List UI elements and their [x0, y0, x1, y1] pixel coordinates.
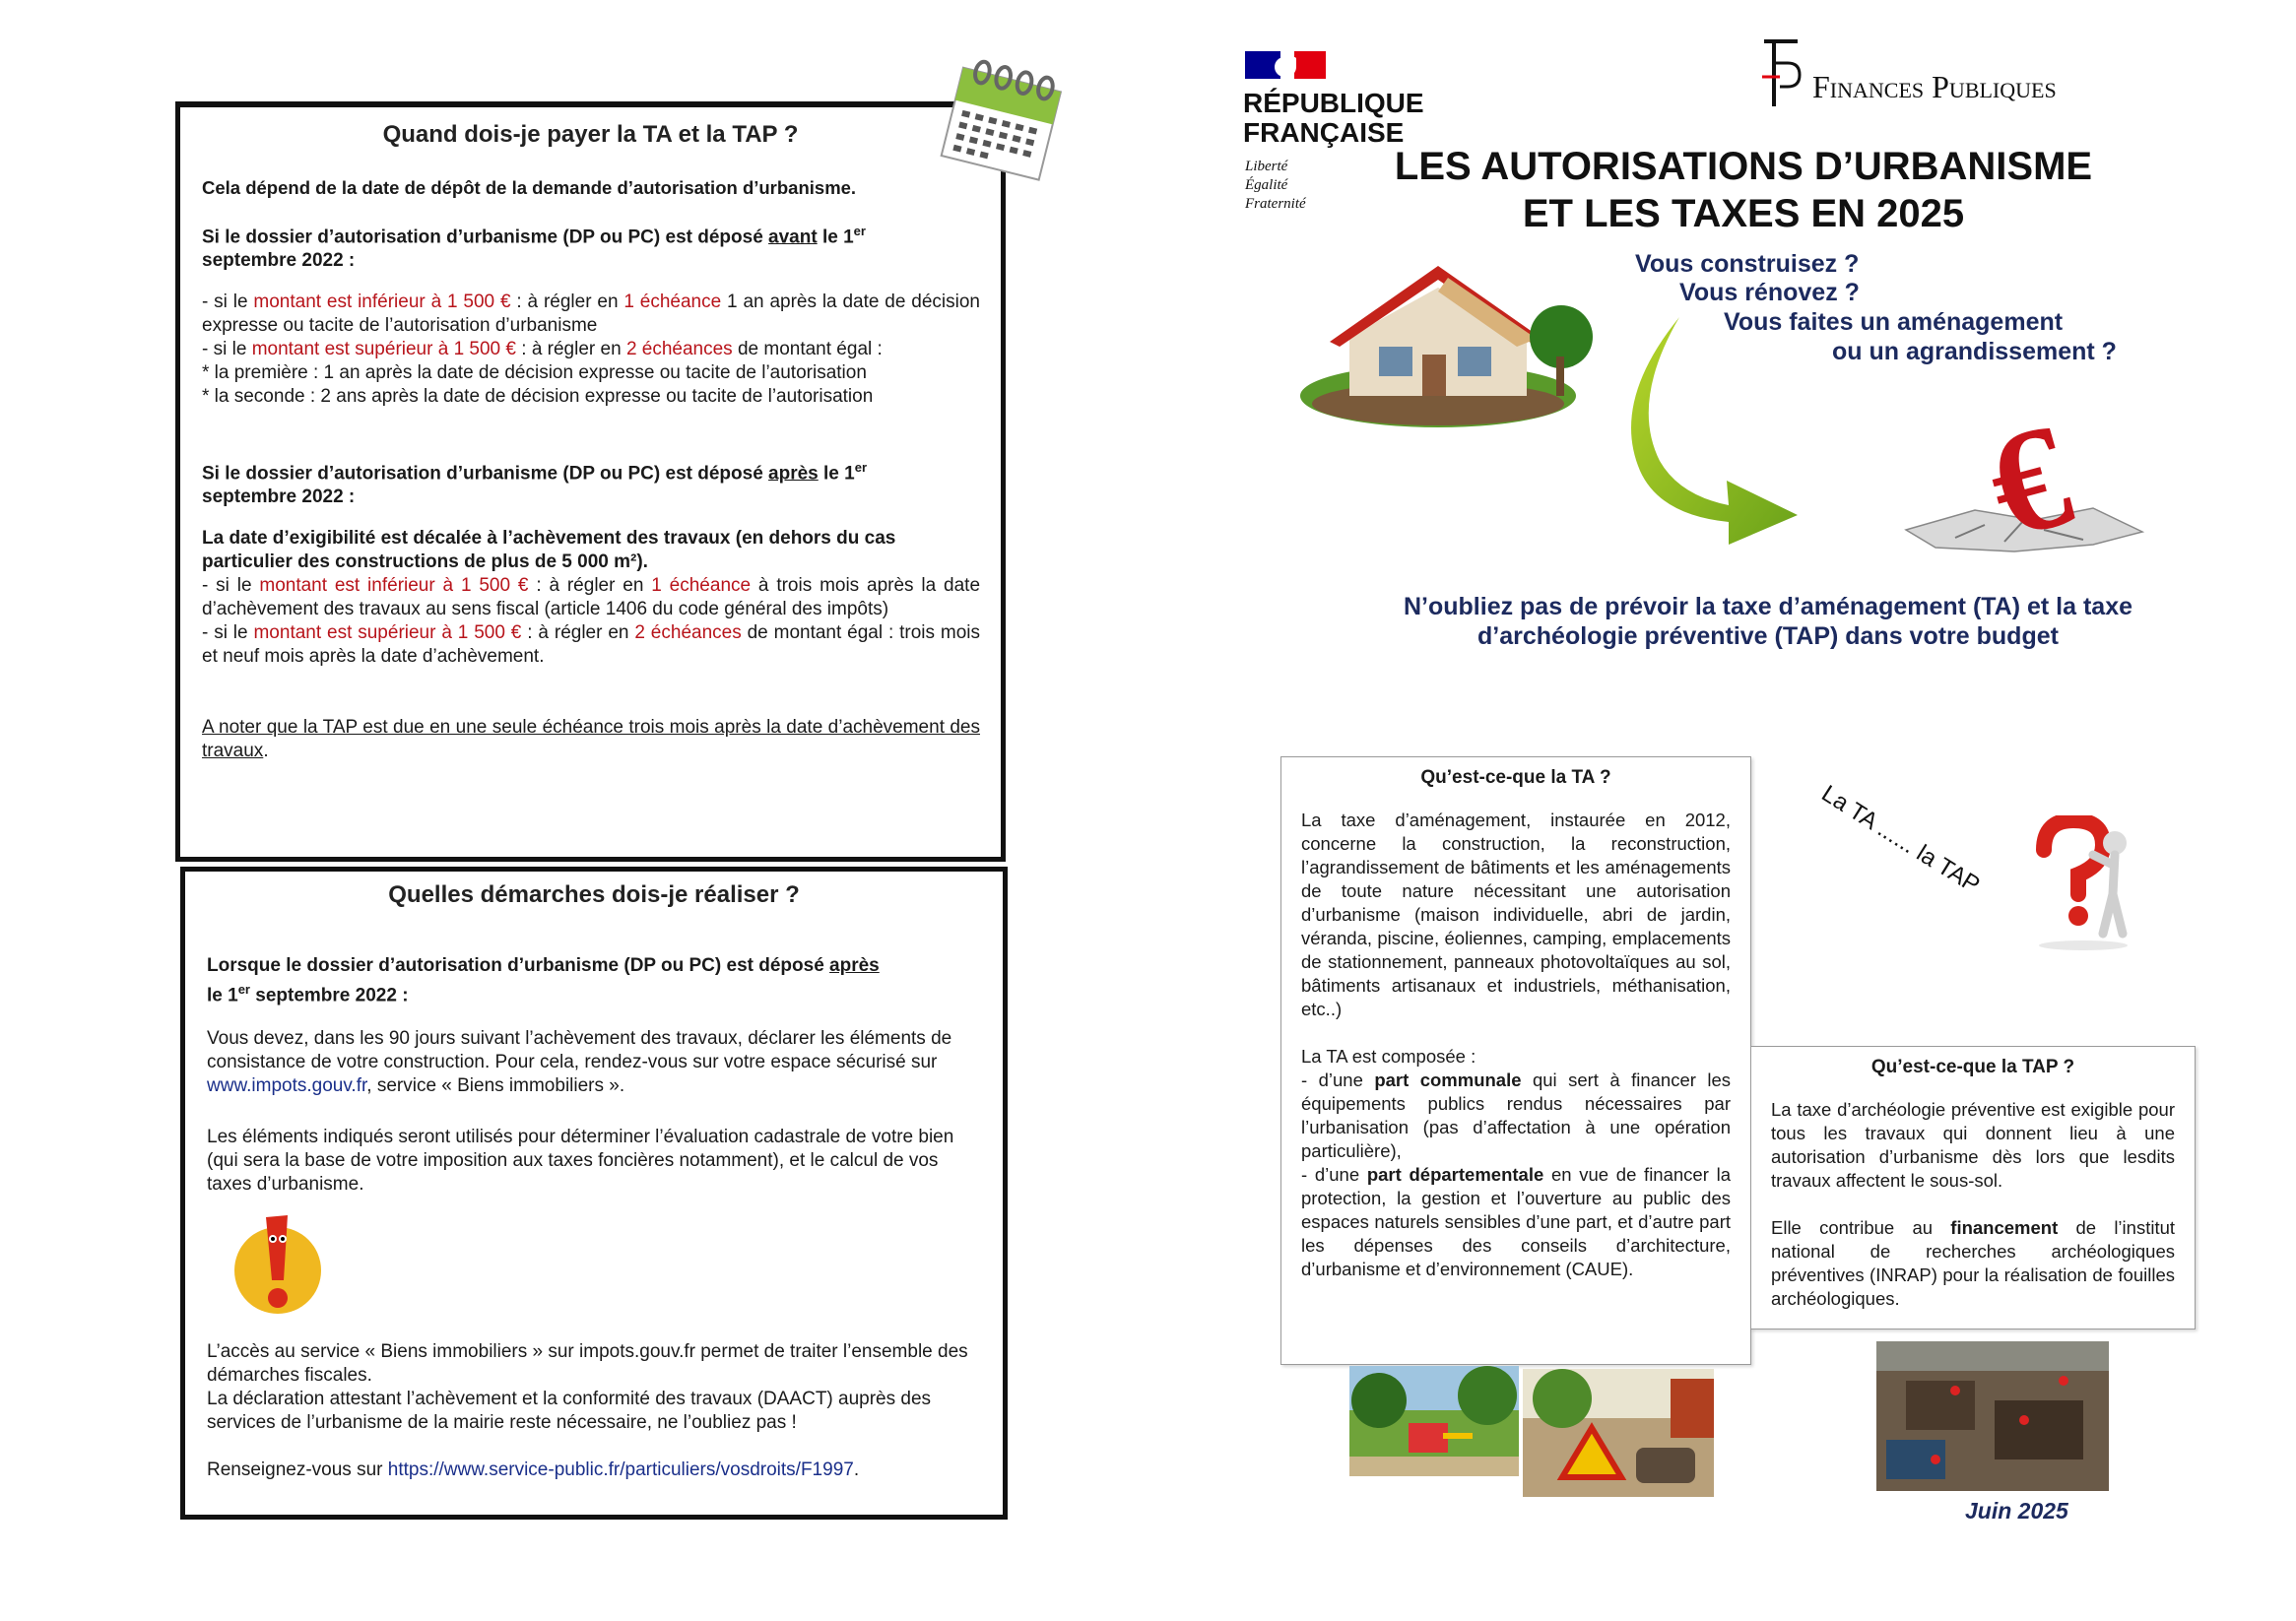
question-renovate: Vous rénovez ?	[1679, 279, 1860, 306]
second-installment: * la seconde : 2 ans après la date de décision expresse ou tacite de l’autorisation	[202, 386, 874, 407]
green-arrow-icon	[1601, 313, 1807, 550]
case-after-heading: Si le dossier d’autorisation d’urbanisme (DP ou PC) est déposé après le 1er septembre 2022 :	[202, 460, 868, 508]
house-illustration	[1290, 248, 1596, 435]
evaluation-paragraph: Les éléments indiqués seront utilisés pour déterminer l’évaluation cadastrale de votre bien (qui sera la base de votre imposition aux taxes foncières notamment), et le calcul de vos taxes d’urbanisme.	[207, 1127, 954, 1195]
service-public-link[interactable]: https://www.service-public.fr/particuliers/vosdroits/F1997	[387, 1459, 854, 1480]
fp-wordmark: Finances Publiques	[1812, 69, 2057, 104]
document-title: LES AUTORISATIONS D’URBANISME ET LES TAXES EN 2025	[1394, 145, 2093, 235]
svg-text:€: €	[1972, 421, 2086, 569]
case-before-details	[202, 291, 980, 409]
question-extend: ou un agrandissement ?	[1832, 338, 2117, 365]
rule-above-1500: - si le montant est supérieur à 1 500 € : à régler en 2 échéances de montant égal :	[202, 339, 883, 359]
tap-note: A noter que la TAP est due en une seule échéance trois mois après la date d’achèvement des travaux.	[202, 717, 980, 761]
intro-text: Cela dépend de la date de dépôt de la demande d’autorisation d’urbanisme.	[202, 177, 857, 198]
svg-text:La TA ...... la TAP: La TA ...... la TAP	[1816, 780, 1985, 899]
ta-definition: La taxe d’aménagement, instaurée en 2012, concerne la construction, la reconstruction, l’agrandissement de bâtiments et les aménagements de toute nature nécessitant une autorisation d’urbanisme (maison individuelle, abri de jardin, véranda, piscine, éoliennes, camping, emplacements de stationnement, panneaux photovoltaïques au sol, bâtiments artisanaux et industriels, méthanisation, etc..)	[1301, 810, 1731, 1019]
daact-paragraph: La déclaration attestant l’achèvement et la conformité des travaux (DAACT) auprès des services de l’urbanisme de la mairie reste nécessaire, ne l’oubliez pas !	[207, 1389, 932, 1433]
roadworks-photo	[1523, 1369, 1714, 1497]
ta-departmental-part: - d’une part départementale en vue de financer la protection, la gestion et l’ouverture au public des espaces naturels sensibles d’une part, et d’autre part les dépenses des conseils d’architecture, d’urbanisme et d’environnement (CAUE).	[1301, 1164, 1731, 1279]
tap-box-title: Qu’est-ce-que la TAP ?	[1870, 1057, 2075, 1077]
after-rule-below-1500: - si le montant est inférieur à 1 500 € : à régler en 1 échéance à trois mois après la date d’achèvement des travaux au sens fiscal (article 1406 du code général des impôts)	[202, 575, 981, 619]
first-installment: * la première : 1 an après la date de décision expresse ou tacite de l’autorisation	[202, 362, 867, 383]
question-mark-figure-icon	[2024, 815, 2142, 953]
payment-schedule-panel	[175, 101, 1006, 862]
rule-below-1500: - si le montant est inférieur à 1 500 € : à régler en 1 échéance 1 an après la date de décision expresse ou tacite de l’autorisation d’urbanisme	[202, 292, 980, 336]
case-before-heading: Si le dossier d’autorisation d’urbanisme (DP ou PC) est déposé avant le 1er septembre 2022 :	[202, 224, 866, 272]
rf-motto: Liberté Égalité Fraternité	[1245, 159, 1306, 212]
case-after-details	[202, 527, 980, 669]
ta-box-title: Qu’est-ce-que la TA ?	[1420, 767, 1611, 788]
exclamation-icon	[227, 1209, 325, 1318]
procedures-heading: Lorsque le dossier d’autorisation d’urbanisme (DP ou PC) est déposé après le 1er septembre 2022 :	[207, 955, 880, 1006]
question-build: Vous construisez ?	[1635, 250, 1860, 278]
impots-link[interactable]: www.impots.gouv.fr	[207, 1075, 367, 1096]
fp-monogram-icon	[1758, 37, 1802, 108]
access-paragraph: L’accès au service « Biens immobiliers » sur impots.gouv.fr permet de traiter l’ensemble des démarches fiscales.	[207, 1341, 968, 1386]
declare-paragraph: Vous devez, dans les 90 jours suivant l’achèvement des travaux, déclarer les éléments de consistance de votre construction. Pour cela, rendez-vous sur votre espace sécurisé sur www.impots.gouv.fr, service « Biens immobiliers ».	[207, 1028, 952, 1096]
after-rule-above-1500: - si le montant est supérieur à 1 500 € : à régler en 2 échéances de montant égal : trois mois et neuf mois après la date d’achèvement.	[202, 622, 980, 667]
excavation-photo	[1876, 1341, 2109, 1491]
euro-symbol-illustration	[1896, 421, 2152, 569]
due-date-shift: La date d’exigibilité est décalée à l’achèvement des travaux (en dehors du cas particulier des constructions de plus de 5 000 m²).	[202, 528, 896, 572]
marianne-flag-icon	[1245, 51, 1326, 79]
ta-communal-part: - d’une part communale qui sert à financer les équipements publics rendus nécessaires par l’urbanisation (pas d’affectation à une opération particulière),	[1301, 1070, 1731, 1161]
tap-funding: Elle contribue au financement de l’institut national de recherches archéologiques préventives (INRAP) pour la réalisation de fouilles archéologiques.	[1771, 1217, 2176, 1309]
panel-title: Quand dois-je payer la TA et la TAP ?	[382, 121, 799, 148]
question-develop: Vous faites un aménagement	[1724, 308, 2064, 336]
procedures-panel	[180, 867, 1008, 1520]
publication-date: Juin 2025	[1965, 1498, 2068, 1524]
tap-info-box	[1750, 1046, 2196, 1329]
ta-info-box	[1280, 756, 1751, 1365]
tap-definition: La taxe d’archéologie préventive est exigible pour tous les travaux qui donnent lieu à une autorisation d’urbanisme dès lors que lesdits travaux affectent le sous-sol.	[1771, 1099, 2175, 1191]
finances-publiques-logo	[1758, 37, 2172, 106]
ta-tap-curve-text	[1812, 778, 2029, 926]
rf-wordmark: RÉPUBLIQUE FRANÇAISE	[1243, 88, 1424, 148]
budget-reminder: N’oubliez pas de prévoir la taxe d’aménagement (TA) et la taxe d’archéologie préventive (TAP) dans votre budget	[1403, 593, 2133, 650]
playground-photo	[1349, 1366, 1519, 1476]
calendar-icon	[934, 57, 1072, 185]
ta-composition: La TA est composée :	[1301, 1046, 1476, 1067]
info-paragraph: Renseignez-vous sur https://www.service-public.fr/particuliers/vosdroits/F1997.	[207, 1459, 860, 1480]
panel-title: Quelles démarches dois-je réaliser ?	[388, 881, 800, 908]
